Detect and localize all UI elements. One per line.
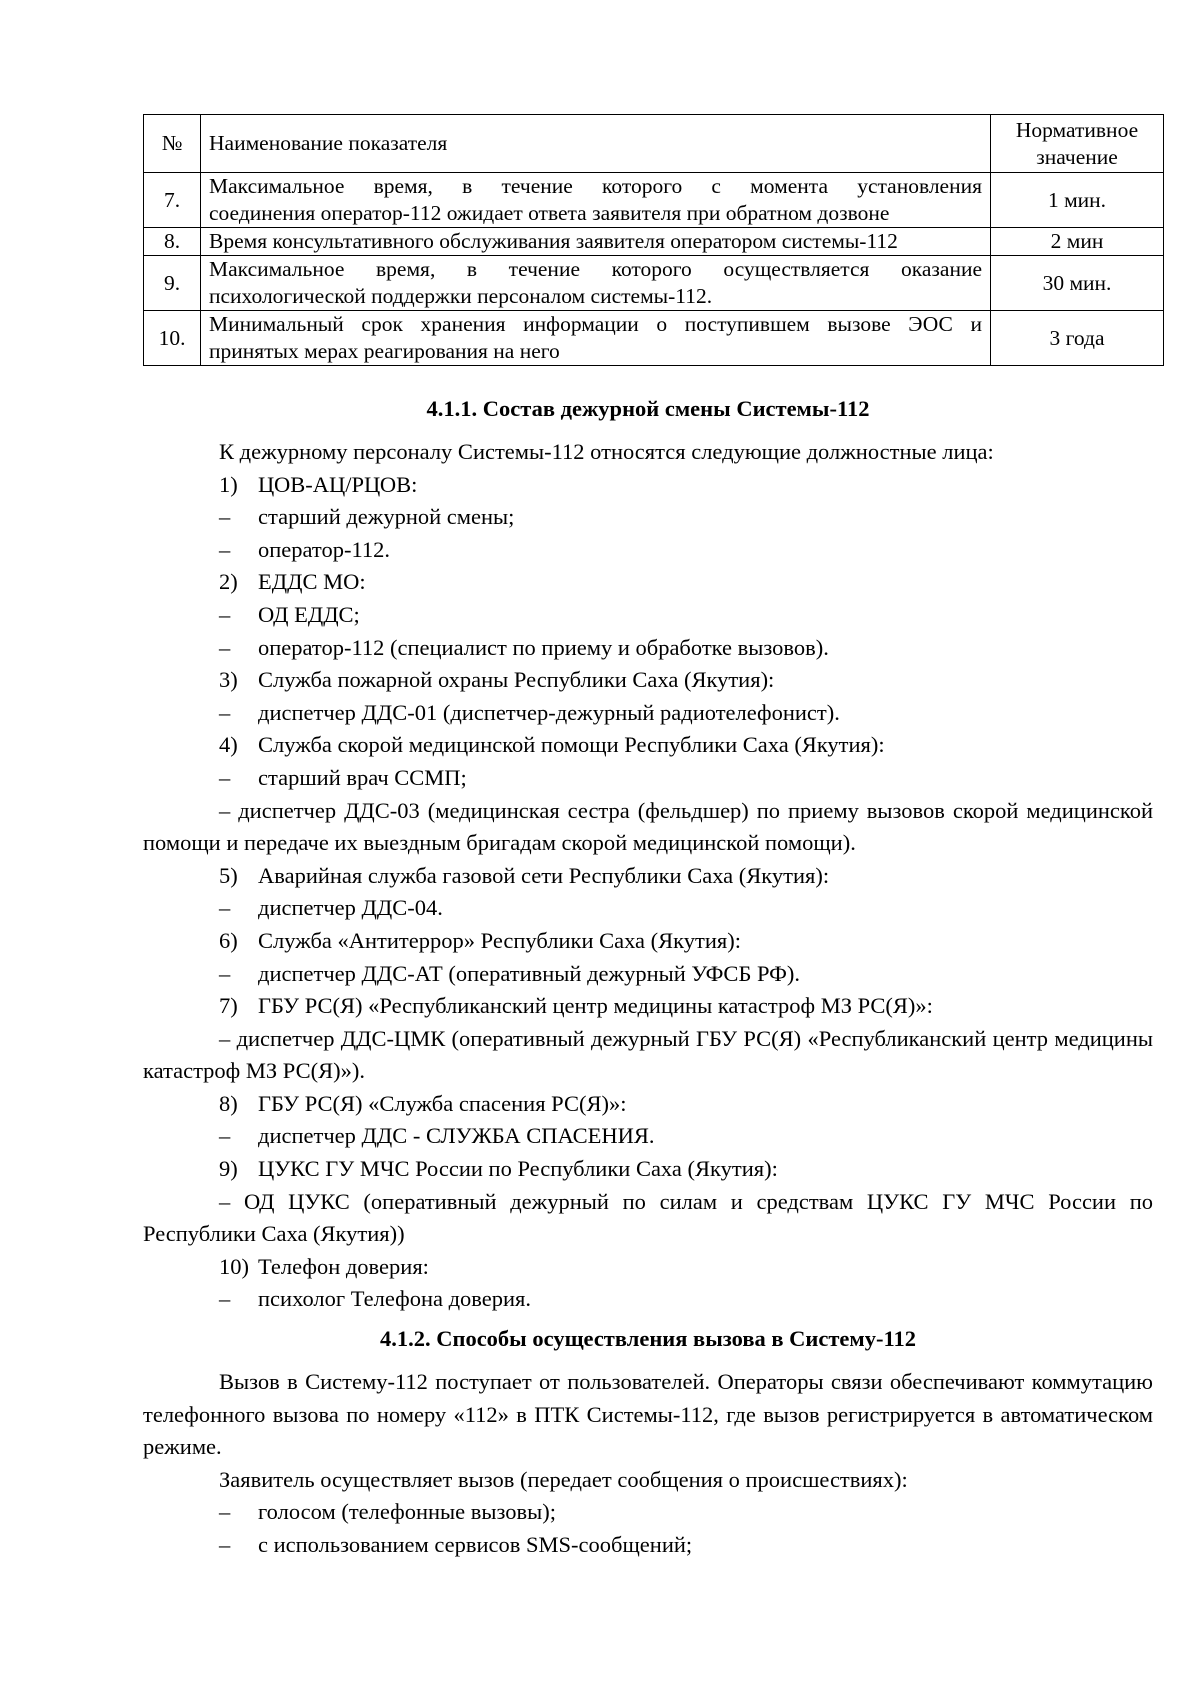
list-text: оператор-112 (специалист по приему и обработке вызовов).	[258, 634, 829, 660]
list-item	[143, 990, 1153, 1023]
list-item	[143, 469, 1153, 502]
list-text: диспетчер ДДС-04.	[258, 895, 443, 921]
list-item	[143, 534, 1153, 567]
list-text: Служба «Антитеррор» Республики Саха (Якутия):	[258, 927, 741, 953]
row-name-line1: Минимальный срок хранения информации о поступившем вызове ЭОС и	[209, 312, 982, 336]
list-item	[143, 697, 1153, 730]
row-name-line1: Максимальное время, в течение которого с момента установления	[209, 174, 982, 198]
section-title: 4.1.1. Состав дежурной смены Системы-112	[426, 396, 870, 421]
list-item	[143, 762, 1153, 795]
list-item	[143, 632, 1153, 665]
list-text: Служба пожарной охраны Республики Саха (Якутия):	[258, 667, 775, 693]
paragraph: Вызов в Систему-112 поступает от пользователей. Операторы связи обеспечивают коммутацию телефонного вызова по номеру «112» в ПТК Системы-112, где вызов регистрируется в автоматическом режиме.	[143, 1369, 1153, 1460]
paragraph: – диспетчер ДДС-03 (медицинская сестра (фельдшер) по приему вызовов скорой медицинской помощи и передаче их выездным бригадам скорой медицинской помощи).	[143, 797, 1153, 856]
list-marker: –	[219, 601, 231, 627]
row-norm: 30 мин.	[991, 256, 1164, 311]
list-item	[143, 1496, 1153, 1529]
list-marker: 8)	[219, 1090, 238, 1116]
list-text: оператор-112.	[258, 536, 391, 562]
row-norm: 2 мин	[991, 228, 1164, 256]
list-text: ОД ЕДДС;	[258, 601, 360, 627]
row-name	[201, 256, 991, 311]
header-norm-line1: Нормативное	[1015, 117, 1139, 142]
list-marker: –	[219, 764, 231, 790]
list-text: старший врач ССМП;	[258, 764, 467, 790]
list-marker: 10)	[219, 1253, 249, 1279]
list-text: ЕДДС МО:	[258, 569, 366, 595]
row-num: 8.	[144, 228, 201, 256]
list-marker: 3)	[219, 667, 238, 693]
list-item	[143, 958, 1153, 991]
list-marker: –	[219, 960, 231, 986]
list-text: Телефон доверия:	[258, 1253, 429, 1279]
list-item	[143, 599, 1153, 632]
list-marker: 5)	[219, 862, 238, 888]
document-body	[143, 388, 1153, 1562]
list-item	[143, 892, 1153, 925]
list-marker: 4)	[219, 732, 238, 758]
list-text: диспетчер ДДС - СЛУЖБА СПАСЕНИЯ.	[258, 1123, 655, 1149]
list-item	[143, 664, 1153, 697]
section-title: 4.1.2. Способы осуществления вызова в Систему-112	[379, 1326, 916, 1352]
list-marker: 6)	[219, 927, 238, 953]
row-name: Время консультативного обслуживания заявителя оператором системы-112	[201, 228, 991, 256]
paragraph: К дежурному персоналу Системы-112 относятся следующие должностные лица:	[219, 439, 994, 464]
row-norm: 1 мин.	[991, 173, 1164, 228]
list-text: ГБУ РС(Я) «Республиканский центр медицины катастроф МЗ РС(Я)»:	[258, 993, 933, 1019]
list-item	[143, 1251, 1153, 1284]
header-num: №	[144, 115, 201, 173]
list-marker: 7)	[219, 993, 238, 1019]
list-text: с использованием сервисов SMS-сообщений;	[258, 1532, 693, 1557]
list-text: диспетчер ДДС-01 (диспетчер-дежурный радиотелефонист).	[258, 699, 840, 725]
list-marker: –	[219, 1532, 231, 1557]
row-name	[201, 311, 991, 366]
list-item	[143, 925, 1153, 958]
list-marker: –	[219, 699, 231, 725]
list-text: ЦОВ-АЦ/РЦОВ:	[258, 471, 418, 497]
row-name-line2: психологической поддержки персоналом системы-112.	[209, 284, 713, 308]
list-text: голосом (телефонные вызовы);	[258, 1499, 557, 1525]
table-header-row	[144, 115, 1164, 173]
list-text: старший дежурной смены;	[258, 504, 515, 530]
list-item	[143, 860, 1153, 893]
row-name	[201, 173, 991, 228]
list-item	[143, 1529, 1153, 1562]
list-text: ГБУ РС(Я) «Служба спасения РС(Я)»:	[258, 1090, 627, 1116]
row-name-line1: Максимальное время, в течение которого осуществляется оказание	[209, 257, 982, 281]
duty-staff-list	[143, 469, 1153, 795]
list-marker: –	[219, 895, 231, 921]
list-marker: –	[219, 536, 231, 562]
duty-staff-list	[143, 860, 1153, 1023]
table-row	[144, 311, 1164, 366]
list-item	[143, 1088, 1153, 1121]
list-marker: 9)	[219, 1156, 238, 1182]
table-row	[144, 228, 1164, 256]
header-name: Наименование показателя	[201, 115, 991, 173]
table-row	[144, 173, 1164, 228]
row-norm: 3 года	[991, 311, 1164, 366]
list-marker: –	[219, 1499, 231, 1525]
list-item	[143, 1283, 1153, 1316]
row-name-line2: соединения оператор-112 ожидает ответа заявителя при обратном дозвоне	[209, 201, 890, 225]
list-item	[143, 1153, 1153, 1186]
row-num: 7.	[144, 173, 201, 228]
paragraph: – ОД ЦУКС (оперативный дежурный по силам и средствам ЦУКС ГУ МЧС России по Республики Саха (Якутия))	[143, 1188, 1153, 1247]
list-marker: –	[219, 1286, 231, 1312]
list-item	[143, 729, 1153, 762]
list-item	[143, 1120, 1153, 1153]
paragraph: – диспетчер ДДС-ЦМК (оперативный дежурный ГБУ РС(Я) «Республиканский центр медицины катастроф МЗ РС(Я)»).	[143, 1025, 1153, 1084]
list-text: Аварийная служба газовой сети Республики Саха (Якутия):	[258, 862, 830, 888]
list-marker: –	[219, 504, 231, 530]
list-marker: –	[219, 1123, 231, 1149]
row-name-line2: принятых мерах реагирования на него	[209, 339, 560, 363]
table-row	[144, 256, 1164, 311]
indicators-table	[143, 114, 1164, 366]
list-text: Служба скорой медицинской помощи Республики Саха (Якутия):	[258, 732, 885, 758]
duty-staff-list	[143, 1088, 1153, 1186]
list-item	[143, 566, 1153, 599]
row-num: 10.	[144, 311, 201, 366]
paragraph: Заявитель осуществляет вызов (передает сообщения о происшествиях):	[219, 1466, 908, 1492]
list-marker: –	[219, 634, 231, 660]
list-item	[143, 501, 1153, 534]
header-norm	[991, 115, 1164, 173]
header-norm-line2: значение	[1036, 144, 1118, 169]
list-marker: 1)	[219, 471, 238, 497]
duty-staff-list	[143, 1251, 1153, 1316]
list-text: ЦУКС ГУ МЧС России по Республики Саха (Якутия):	[258, 1156, 778, 1182]
call-methods-list	[143, 1496, 1153, 1561]
list-text: психолог Телефона доверия.	[258, 1286, 532, 1312]
list-text: диспетчер ДДС-АТ (оперативный дежурный УФСБ РФ).	[258, 960, 801, 986]
row-num: 9.	[144, 256, 201, 311]
list-marker: 2)	[219, 569, 238, 595]
